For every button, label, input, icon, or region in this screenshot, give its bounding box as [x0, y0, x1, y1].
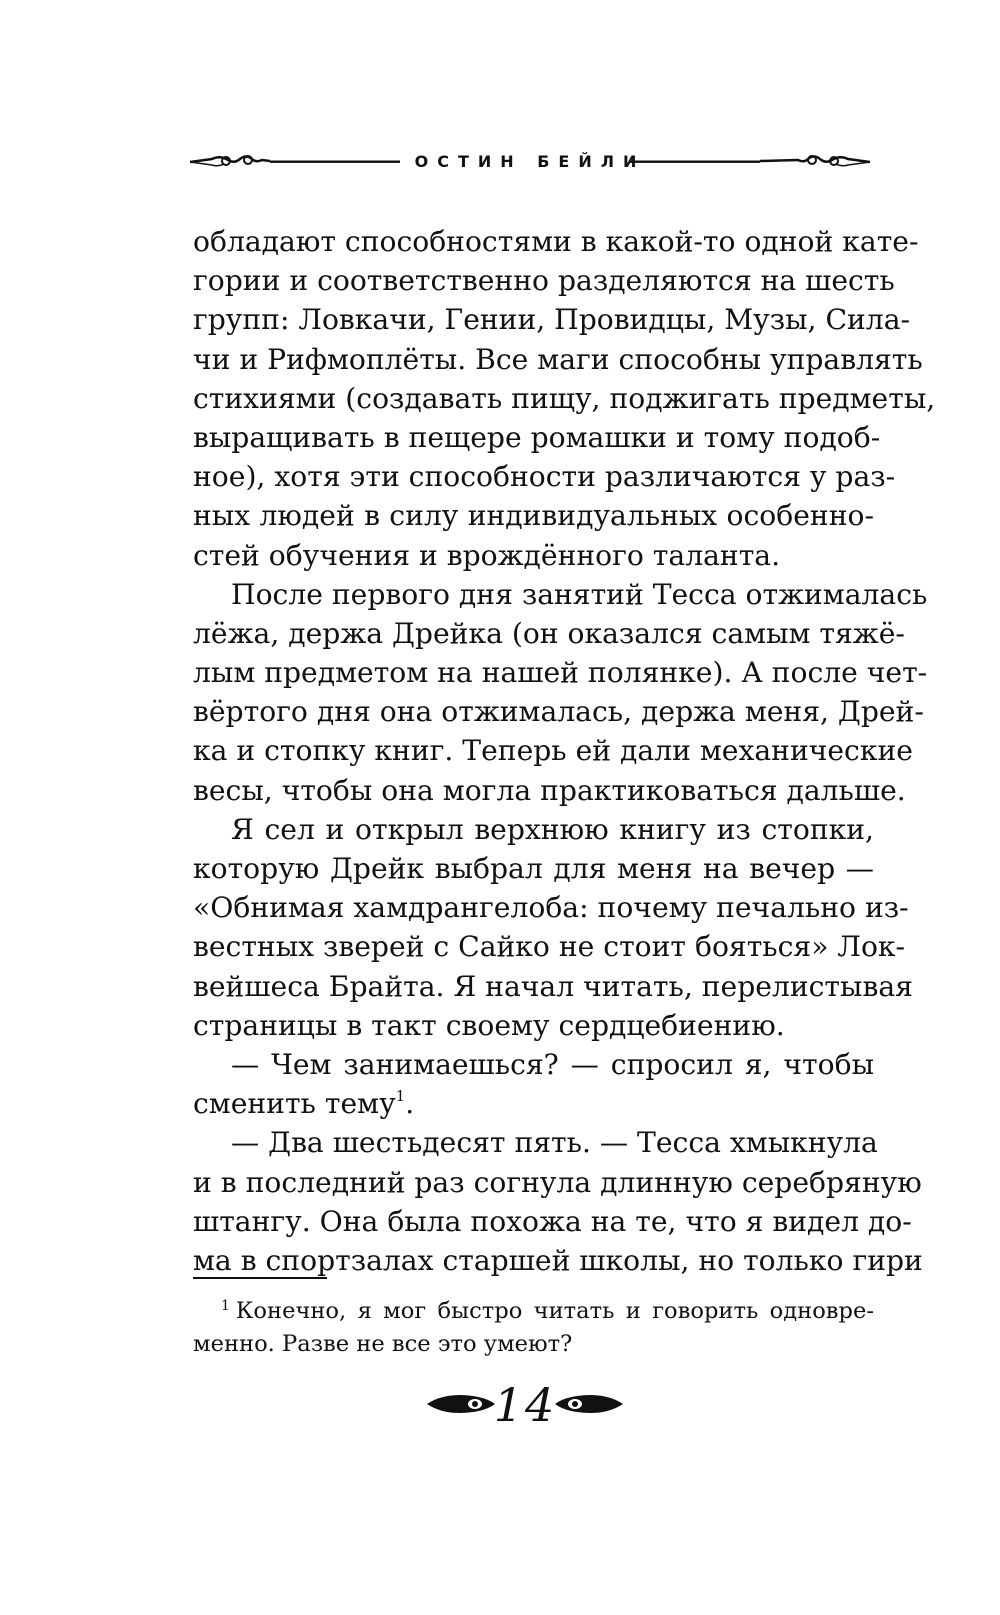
text-line: ных людей в силу индивидуальных особенно- [193, 499, 874, 533]
text-fragment: сменить тему [193, 1087, 396, 1121]
text-line: ное), хотя эти способности различаются у раз- [193, 460, 896, 494]
text-line: которую Дрейк выбрал для меня на вечер — [193, 852, 874, 885]
footnote-divider [193, 1277, 327, 1279]
page-number-block [425, 1378, 625, 1438]
text-line: обладают способностями в какой-то одной кате- [193, 225, 919, 258]
text-line: лёжа, держа Дрейка (он оказался самым тяжё- [193, 616, 905, 650]
text-line: «Обнимая хамдрангелоба: почему печально из- [193, 891, 909, 925]
text-line: — Два шестьдесят пять. — Тесса хмыкнула [231, 1126, 878, 1160]
footnote-mark: 1 [221, 1298, 230, 1314]
text-line: ма в спортзалах старшей школы, но только гири [193, 1243, 923, 1277]
text-line: стей обучения и врождённого таланта. [193, 538, 781, 572]
text-line: и в последний раз согнула длинную серебряную [193, 1165, 922, 1199]
text-line: После первого дня занятий Тесса отжималась [231, 577, 928, 611]
header-title: ОСТИН БЕЙЛИ [414, 152, 646, 171]
footnote [193, 1295, 874, 1361]
text-line: вейшеса Брайта. Я начал читать, перелистывая [193, 969, 913, 1003]
footnote-line [193, 1295, 874, 1328]
page-number: 14 [493, 1378, 557, 1432]
text-line: групп: Ловкачи, Гении, Провидцы, Музы, Сила- [193, 303, 911, 337]
text-fragment: . [405, 1087, 415, 1121]
text-line: выращивать в пещере ромашки и тому подоб- [193, 420, 881, 454]
body-text [193, 222, 936, 1280]
text-line: вестных зверей с Сайко не стоит бояться» Лок- [193, 930, 906, 964]
footnote-text: Конечно, я мог быстро читать и говорить одновре- [235, 1298, 874, 1324]
text-line: весы, чтобы она могла практиковаться дальше. [193, 773, 906, 807]
footnote-line: менно. Разве не все это умеют? [193, 1331, 573, 1357]
text-line: ка и стопку книг. Теперь ей дали механические [193, 734, 913, 768]
footnote-reference[interactable]: 1 [395, 1087, 406, 1106]
text-line: вёртого дня она отжималась, держа меня, Дрей- [193, 695, 924, 729]
text-line: Я сел и открыл верхнюю книгу из стопки, [231, 812, 874, 846]
text-line: чи и Рифмоплёты. Все маги способны управлять [193, 342, 923, 376]
text-line: штангу. Она была похожа на те, что я видел до- [193, 1204, 912, 1238]
running-header [190, 142, 870, 182]
text-line: — Чем занимаешься? — спросил я, чтобы [231, 1047, 874, 1081]
text-line: гории и соответственно разделяются на шесть [193, 264, 895, 298]
text-line: стихиями (создавать пищу, поджигать предметы, [193, 381, 936, 415]
text-line: страницы в такт своему сердцебиению. [193, 1008, 785, 1042]
text-line-with-footnote [193, 1084, 874, 1123]
text-line: лым предметом на нашей полянке). А после чет- [193, 656, 928, 690]
